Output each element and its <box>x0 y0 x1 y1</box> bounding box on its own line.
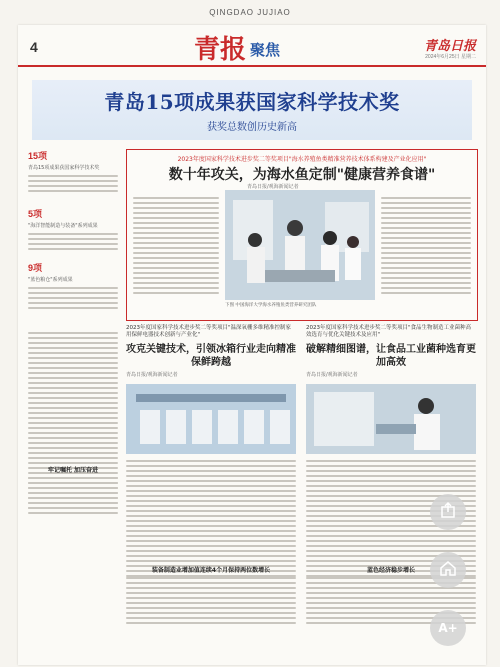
story-kicker: 2023年度国家科学技术进步奖二等奖项目"海水养殖鱼类精准营养技术体系构建及产业化应用" <box>177 156 427 163</box>
newspaper-page <box>18 25 486 665</box>
story-kicker: 2023年度国家科学技术进步奖二等奖项目"食品生物制造工业菌种高效选育与优化关键技术及应用" <box>306 325 472 338</box>
story-byline: 青岛日报/观海新闻记者 <box>126 372 178 378</box>
fridge-factory-photo <box>126 384 296 454</box>
bottom-story-title: 蓝色经济稳步增长 <box>366 567 415 574</box>
sidebar-item-number: 15项 <box>28 151 48 161</box>
story-byline: 青岛日报/观海新闻记者 <box>306 372 358 378</box>
column-title: 青报 <box>194 35 247 65</box>
story-body <box>126 460 296 577</box>
page-headline: 青岛15项成果获国家科学技术奖 <box>104 90 400 114</box>
share-icon <box>439 501 457 523</box>
page-subheadline: 获奖总数创历史新高 <box>207 122 297 133</box>
sidebar-item-9 <box>28 261 118 312</box>
headline-band <box>32 80 472 140</box>
sidebar-item-text: "海洋智能制造与装备"系列成果 <box>28 223 98 229</box>
story-title: 破解精细图谱，让食品工业菌种选育更加高效 <box>306 344 476 368</box>
font-size-button[interactable]: A+ <box>430 610 466 646</box>
lab-photo <box>225 190 375 300</box>
story-column-right <box>381 194 471 297</box>
page-top-label: QINGDAO JUJIAO <box>209 8 291 17</box>
sidebar-bottom-title: 牢记嘱托 加压奋进 <box>47 467 99 474</box>
story-kicker: 2023年度国家科学技术进步奖二等奖项目"温深氧栅多维精准控制家用保鲜电器技术创新与产业化" <box>126 325 292 338</box>
home-button[interactable] <box>430 552 466 588</box>
feature-story-fish[interactable] <box>126 149 478 321</box>
researcher-photo <box>306 384 476 454</box>
bottom-story-title: 装备制造业增加值连续4个月保持两位数增长 <box>151 567 271 574</box>
story-byline: 青岛日报/观海新闻记者 <box>247 184 299 190</box>
photo-caption: 下图 中国海洋大学海水养殖鱼类营养研究团队 <box>225 303 317 308</box>
bottom-story-mid <box>126 565 296 627</box>
share-button[interactable] <box>430 494 466 530</box>
left-sidebar <box>28 149 118 659</box>
masthead <box>18 25 486 67</box>
newspaper-logo: 青岛日报 <box>423 39 476 54</box>
sidebar-item-number: 5项 <box>28 209 43 219</box>
sidebar-item-15 <box>28 149 118 195</box>
story-title: 攻克关键技术，引领冰箱行业走向精准保鲜跨越 <box>126 344 296 368</box>
page-number: 4 <box>30 39 38 55</box>
sidebar-bottom-story <box>28 465 118 517</box>
sidebar-item-number: 9项 <box>28 263 43 273</box>
home-icon <box>439 559 457 581</box>
issue-meta: 2024年6月25日 星期二 <box>425 54 476 60</box>
story-column-left <box>133 194 219 297</box>
sidebar-item-text: 青岛15项成果获国家科学技术奖 <box>28 165 100 171</box>
story-title: 数十年攻关，为海水鱼定制"健康营养食谱" <box>168 167 436 183</box>
column-name: 聚焦 <box>250 41 281 59</box>
sidebar-item-5 <box>28 207 118 253</box>
sidebar-item-text: "蓝色粮仓"系列成果 <box>28 277 73 283</box>
